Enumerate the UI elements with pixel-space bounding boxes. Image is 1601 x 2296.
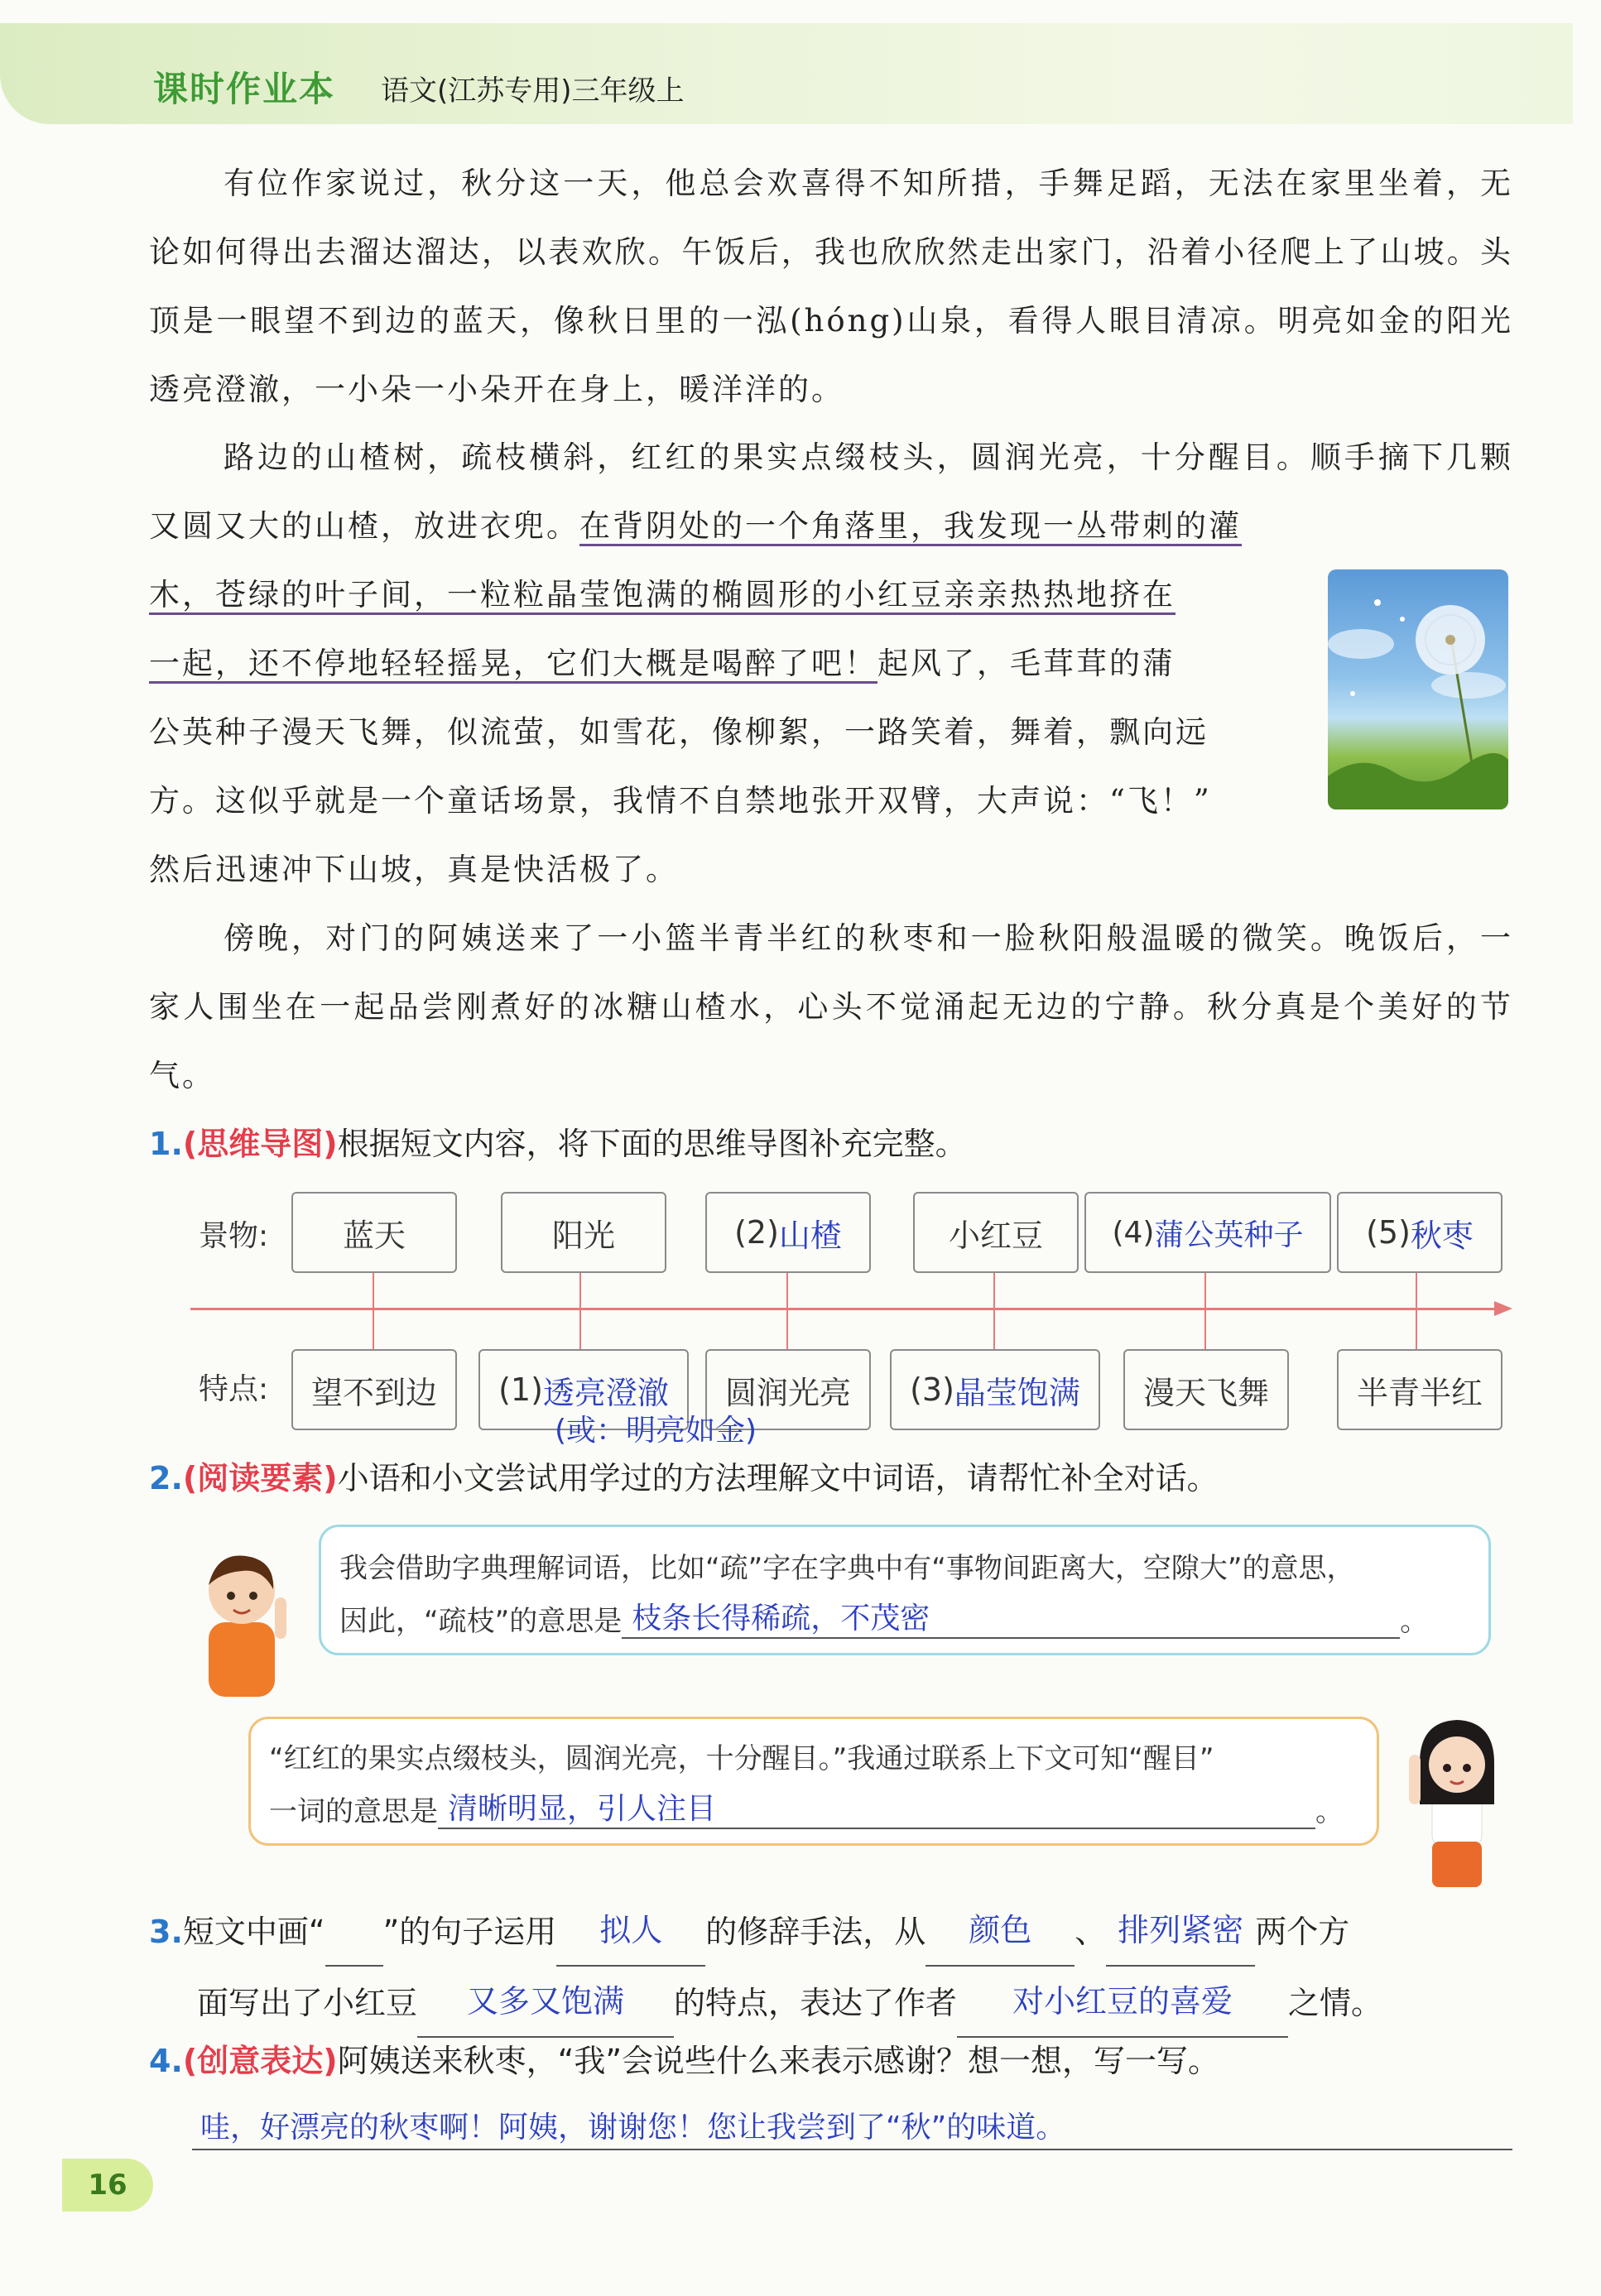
- question-4: [149, 2036, 1219, 2086]
- mindmap-scene-box: [1337, 1192, 1502, 1273]
- mindmap-scene-text: 小红豆: [948, 1217, 1043, 1254]
- bubble-boy-line-1: 我会借助字典理解词语，比如“疏”字在字典中有“事物间距离大，空隙大”的意思，: [339, 1552, 1355, 1585]
- girl-character-icon: [1399, 1705, 1515, 1887]
- q3-answer-2: 颜色: [969, 1912, 1032, 1948]
- passage-paragraph-2-top: [149, 423, 1513, 560]
- mindmap-feature-box: [1337, 1349, 1502, 1430]
- question-2: [149, 1453, 1219, 1503]
- mindmap-feature-answer: 透亮澄澈: [542, 1374, 669, 1411]
- q3-answer-3: 排列紧密: [1118, 1912, 1244, 1948]
- mindmap-scene-box: [1084, 1192, 1331, 1273]
- mindmap-feature-box: [1123, 1349, 1289, 1430]
- underline-sample: [325, 1965, 383, 1967]
- question-2-tag: (阅读要素): [182, 1460, 338, 1496]
- boy-character-icon: [184, 1539, 300, 1705]
- q3-answer-1: 拟人: [599, 1912, 663, 1948]
- mindmap-scene-label: 景物:: [199, 1219, 269, 1253]
- passage-p2-underlined-start: 在背阴处的一个角落里，我发现一丛带刺的灌: [579, 508, 1242, 546]
- bubble-boy-end: 。: [1400, 1605, 1429, 1638]
- mindmap-alt-answer: (或：明亮如金): [555, 1414, 757, 1448]
- mindmap-feature-box: [291, 1349, 457, 1430]
- mindmap-feature-prefix: (3): [910, 1371, 954, 1408]
- mindmap-feature-prefix: (1): [498, 1371, 543, 1408]
- q4-answer: 哇，好漂亮的秋枣啊！阿姨，谢谢您！您让我尝到了“秋”的味道。: [200, 2111, 1066, 2145]
- q4-answer-line[interactable]: [192, 2094, 1512, 2150]
- book-subject: 语文(江苏专用)三年级上: [381, 74, 685, 108]
- question-3-text: 之情。: [1288, 1985, 1383, 2021]
- book-brand: 课时作业本: [153, 69, 336, 109]
- question-1-number: 1.: [149, 1126, 183, 1162]
- q3-answer-5: 对小红豆的喜爱: [1012, 1983, 1233, 2020]
- mindmap-feature-label: 特点:: [199, 1372, 269, 1406]
- dandelion-illustration: [1328, 569, 1508, 809]
- bubble-boy-answer-blank[interactable]: [622, 1595, 1400, 1639]
- bubble-girl-line-1: “红红的果实点缀枝头，圆润光亮，十分醒目。”我通过联系上下文可知“醒目”: [269, 1742, 1214, 1775]
- question-2-number: 2.: [149, 1460, 183, 1496]
- question-3-text: ”的句子运用: [382, 1914, 557, 1950]
- mindmap-scene-prefix: (5): [1366, 1214, 1411, 1251]
- passage-p2-underlined-mid: 木，苍绿的叶子间，一粒粒晶莹饱满的椭圆形的小红豆亲亲热热地挤在: [149, 577, 1176, 615]
- passage-p2-end: 然后迅速冲下山坡，真是快活极了。: [149, 852, 679, 887]
- mindmap-feature-text: 漫天飞舞: [1142, 1374, 1269, 1411]
- mindmap-connector: [373, 1270, 374, 1349]
- mindmap-feature-answer: 晶莹饱满: [954, 1374, 1080, 1411]
- passage-paragraph-1: 有位作家说过，秋分这一天，他总会欢喜得不知所措，手舞足蹈，无法在家里坐着，无论如何得出去溜达溜达，以表欢欣。午饭后，我也欣欣然走出家门，沿着小径爬上了山坡。头顶是一眼望不到边的蓝天，像秋日里的一泓(hóng)山泉，看得人眼目清凉。明亮如金的阳光透亮澄澈，一小朵一小朵开在身上，暖洋洋的。: [149, 166, 1513, 407]
- question-4-tag: (创意表达): [182, 2043, 338, 2079]
- question-1-tag: (思维导图): [182, 1126, 338, 1162]
- girl-avatar: [1399, 1705, 1515, 1887]
- mindmap-scene-answer: 山楂: [778, 1217, 842, 1254]
- mindmap-scene-prefix: (2): [734, 1214, 779, 1251]
- question-2-text: 小语和小文尝试用学过的方法理解文中词语，请帮忙补全对话。: [337, 1460, 1219, 1496]
- question-3-text: 的特点，表达了作者: [674, 1985, 958, 2021]
- question-3-text: 、: [1075, 1914, 1107, 1950]
- bubble-girl-line-2: [269, 1785, 1362, 1829]
- q3-answer-4: 又多又饱满: [467, 1983, 625, 2020]
- bubble-girl-answer: 清晰明显，引人注目: [448, 1792, 717, 1826]
- mindmap-connector: [993, 1270, 995, 1349]
- mindmap-arrow-icon: [1494, 1301, 1512, 1316]
- question-4-number: 4.: [149, 2043, 183, 2079]
- boy-avatar: [184, 1539, 300, 1705]
- mindmap-scene-text: 阳光: [551, 1217, 615, 1254]
- passage-paragraph-3: 傍晚，对门的阿姨送来了一小篮半青半红的秋枣和一脸秋阳般温暖的微笑。晚饭后，一家人围坐在一起品尝刚煮好的冰糖山楂水，心头不觉涌起无边的宁静。秋分真是个美好的节气。: [149, 920, 1513, 1093]
- mindmap-axis: [190, 1308, 1497, 1310]
- mindmap-scene-box: [501, 1192, 666, 1273]
- q3-blank-3[interactable]: [1106, 1895, 1255, 1967]
- mindmap-scene-answer: 蒲公英种子: [1154, 1218, 1304, 1252]
- mindmap-feature-text: 圆润光亮: [724, 1374, 851, 1411]
- dandelion-icon: [1328, 569, 1508, 809]
- question-3-number: 3.: [149, 1914, 183, 1950]
- question-3-text: 面写出了小红豆: [197, 1985, 418, 2021]
- passage-p2-underlined-end: 一起，还不停地轻轻摇晃，它们大概是喝醉了吧！: [149, 646, 877, 684]
- passage-p2-plain: 路边的山楂树，疏枝横斜，红红的果实点缀枝头，圆润光亮，十分醒目。顺手摘下几颗又圆又大的山楂，放进衣兜。: [149, 440, 1513, 544]
- mindmap-scene-answer: 秋枣: [1410, 1217, 1474, 1254]
- speech-bubble-girl: [248, 1717, 1379, 1846]
- passage-p2-dandelion: 公英种子漫天飞舞，似流萤，如雪花，像柳絮，一路笑着，舞着，飘向远: [149, 714, 1209, 750]
- question-4-text: 阿姨送来秋枣，“我”会说些什么来表示感谢？想一想，写一写。: [337, 2043, 1220, 2079]
- question-3-text: 的修辞手法，从: [705, 1914, 926, 1950]
- passage-p2-wind: 起风了，毛茸茸的蒲: [877, 646, 1176, 681]
- mindmap-feature-text: 半青半红: [1356, 1374, 1483, 1411]
- bubble-boy-prompt: 因此，“疏枝”的意思是: [339, 1605, 623, 1638]
- mindmap-scene-prefix: (4): [1112, 1215, 1155, 1250]
- mindmap-connector: [1416, 1270, 1417, 1349]
- mindmap-scene-box: [913, 1192, 1079, 1273]
- q3-blank-4[interactable]: [417, 1967, 674, 2038]
- question-3-text: 短文中画“: [182, 1914, 325, 1950]
- passage-paragraph-2-mid: [149, 560, 1308, 629]
- question-1: [149, 1119, 967, 1169]
- mindmap-connector: [579, 1270, 581, 1349]
- mindmap-scene-box: [291, 1192, 457, 1273]
- mindmap-feature-text: 望不到边: [310, 1374, 437, 1411]
- q3-blank-1[interactable]: [556, 1895, 705, 1967]
- mindmap-scene-text: 蓝天: [342, 1217, 406, 1254]
- bubble-boy-line-2: [339, 1595, 1474, 1639]
- bubble-girl-prompt: 一词的意思是: [269, 1795, 438, 1828]
- mindmap-connector: [786, 1270, 788, 1349]
- bubble-boy-answer: 枝条长得稀疏，不茂密: [632, 1602, 930, 1636]
- mindmap-scene-box: [705, 1192, 871, 1273]
- speech-bubble-boy: [319, 1525, 1491, 1655]
- question-3: [149, 1895, 1515, 2038]
- mindmap-connector: [1204, 1270, 1206, 1349]
- page-number: 16: [62, 2159, 153, 2212]
- q3-blank-2[interactable]: [926, 1895, 1075, 1967]
- bubble-girl-answer-blank[interactable]: [438, 1785, 1315, 1829]
- passage-paragraph-2-line: [149, 629, 1316, 698]
- bubble-girl-end: 。: [1315, 1795, 1344, 1828]
- passage-p2-fly: 方。这似乎就是一个童话场景，我情不自禁地张开双臂，大声说：“飞！”: [149, 783, 1212, 819]
- question-3-text: 两个方: [1255, 1914, 1350, 1950]
- question-1-text: 根据短文内容，将下面的思维导图补充完整。: [337, 1126, 967, 1162]
- mindmap-feature-box: [890, 1349, 1100, 1430]
- q3-blank-5[interactable]: [957, 1967, 1288, 2038]
